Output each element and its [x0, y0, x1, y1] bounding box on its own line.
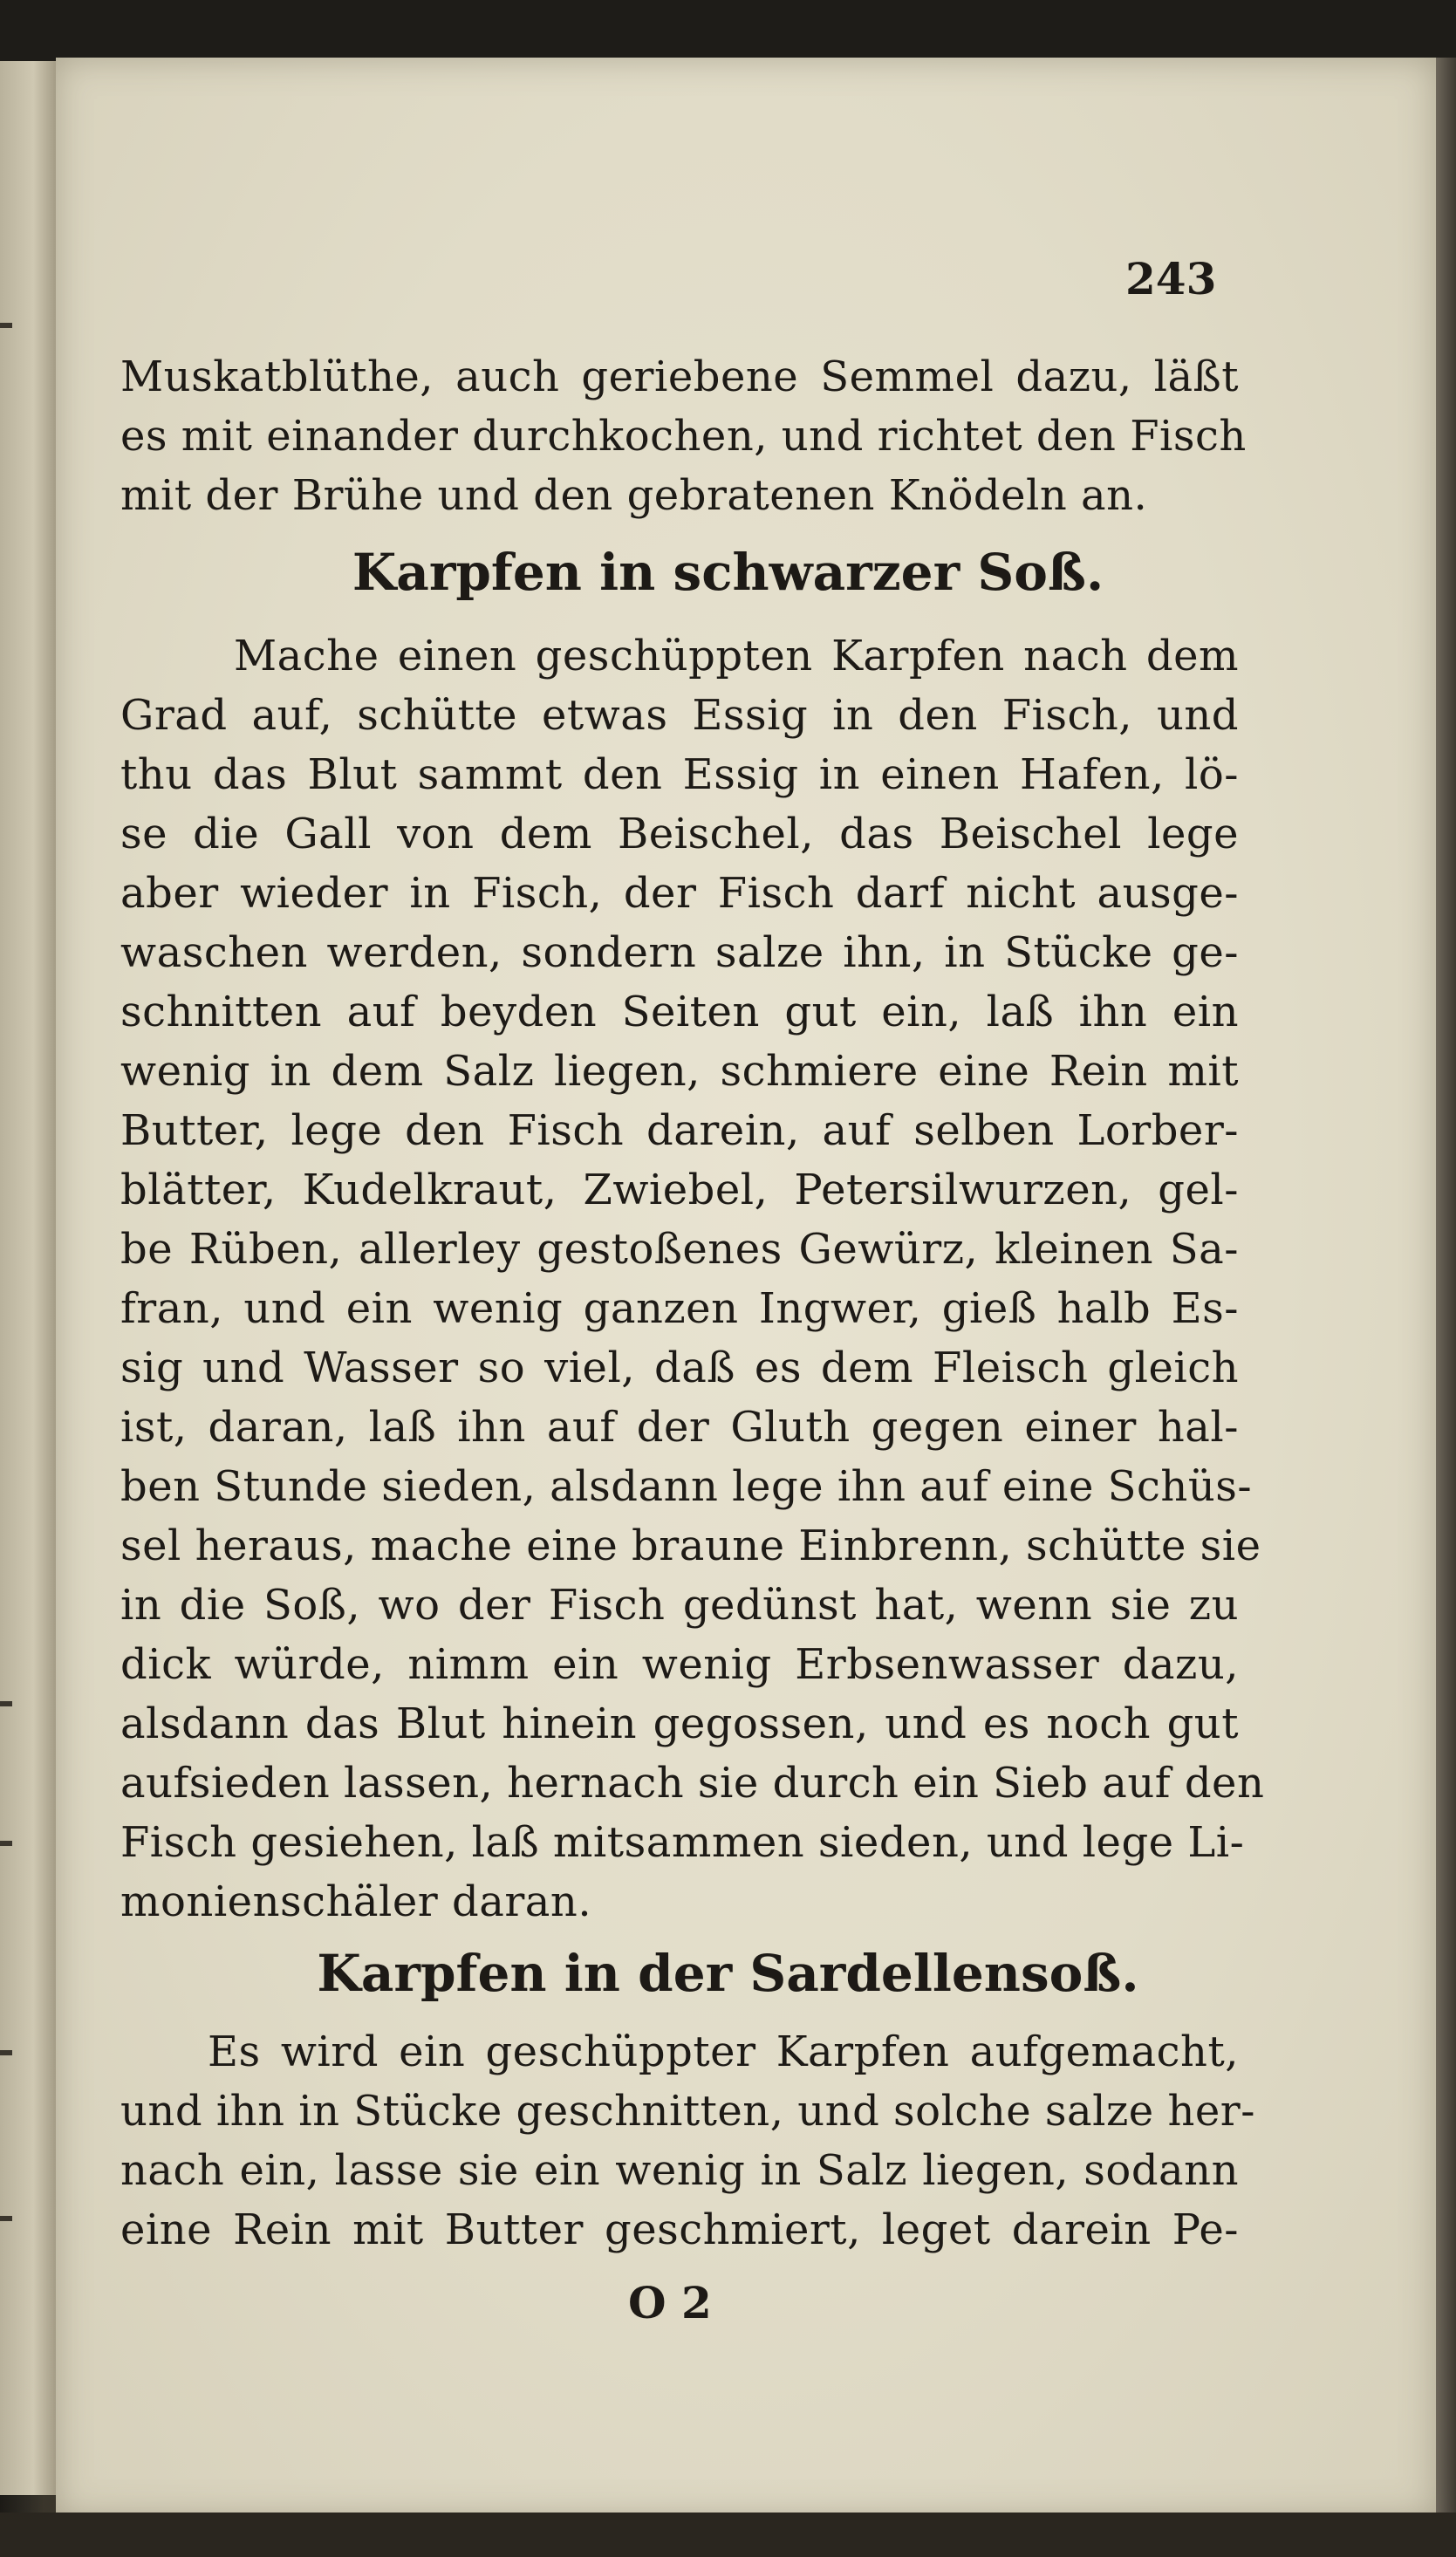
text-line: fran, und ein wenig ganzen Ingwer, gieß halb Es-	[120, 1284, 1239, 1333]
text-line: be Rüben, allerley gestoßenes Gewürz, kleinen Sa-	[120, 1225, 1239, 1274]
left-page-edge	[0, 61, 58, 2495]
text-line: sig und Wasser so viel, daß es dem Fleisch gleich	[120, 1343, 1239, 1392]
scan-background-bottom	[0, 2513, 1456, 2557]
text-line: se die Gall von dem Beischel, das Beischel lege	[120, 810, 1239, 858]
text-line: Fisch gesiehen, laß mitsammen sieden, und lege Li-	[120, 1818, 1245, 1867]
text-line: nach ein, lasse sie ein wenig in Salz liegen, sodann	[120, 2146, 1239, 2195]
text-line: blätter, Kudelkraut, Zwiebel, Petersilwurzen, gel-	[120, 1166, 1239, 1214]
text-line: ist, daran, laß ihn auf der Gluth gegen einer hal-	[120, 1403, 1239, 1452]
text-line: Grad auf, schütte etwas Essig in den Fisch, und	[120, 691, 1239, 740]
text-line: wenig in dem Salz liegen, schmiere eine Rein mit	[120, 1047, 1239, 1096]
text-line: mit der Brühe und den gebratenen Knödeln an.	[120, 471, 1148, 520]
text-line: schnitten auf beyden Seiten gut ein, laß ihn ein	[120, 988, 1239, 1036]
right-page-edge	[1436, 58, 1456, 2518]
text-line: monienschäler daran.	[120, 1877, 592, 1926]
text-line: aufsieden lassen, hernach sie durch ein Sieb auf den	[120, 1759, 1265, 1808]
signature-mark: O 2	[628, 2277, 712, 2328]
text-line: alsdann das Blut hinein gegossen, und es noch gut	[120, 1699, 1239, 1748]
text-line: sel heraus, mache eine braune Einbrenn, schütte sie	[120, 1521, 1261, 1570]
text-line: aber wieder in Fisch, der Fisch darf nicht ausge-	[120, 869, 1239, 918]
section-heading: Karpfen in schwarzer Soß.	[352, 543, 1104, 602]
text-line: Es wird ein geschüppter Karpfen aufgemacht,	[208, 2027, 1239, 2076]
text-line: es mit einander durchkochen, und richtet den Fisch	[120, 412, 1247, 461]
text-line: Butter, lege den Fisch darein, auf selben Lorber-	[120, 1106, 1239, 1155]
page-number: 243	[1125, 253, 1217, 304]
text-line: und ihn in Stücke geschnitten, und solche salze her-	[120, 2087, 1255, 2136]
text-line: Muskatblüthe, auch geriebene Semmel dazu, läßt	[120, 352, 1239, 401]
text-line: in die Soß, wo der Fisch gedünst hat, wenn sie zu	[120, 1581, 1239, 1630]
text-line: Mache einen geschüppten Karpfen nach dem	[234, 632, 1239, 680]
text-line: thu das Blut sammt den Essig in einen Hafen, lö-	[120, 750, 1239, 799]
text-line: eine Rein mit Butter geschmiert, leget darein Pe-	[120, 2205, 1239, 2254]
text-line: dick würde, nimm ein wenig Erbsenwasser dazu,	[120, 1640, 1239, 1689]
section-heading: Karpfen in der Sardellensoß.	[317, 1944, 1139, 2003]
scan-background-top	[0, 0, 1456, 63]
text-line: ben Stunde sieden, alsdann lege ihn auf eine Schüs-	[120, 1462, 1253, 1511]
text-line: waschen werden, sondern salze ihn, in Stücke ge-	[120, 928, 1239, 977]
